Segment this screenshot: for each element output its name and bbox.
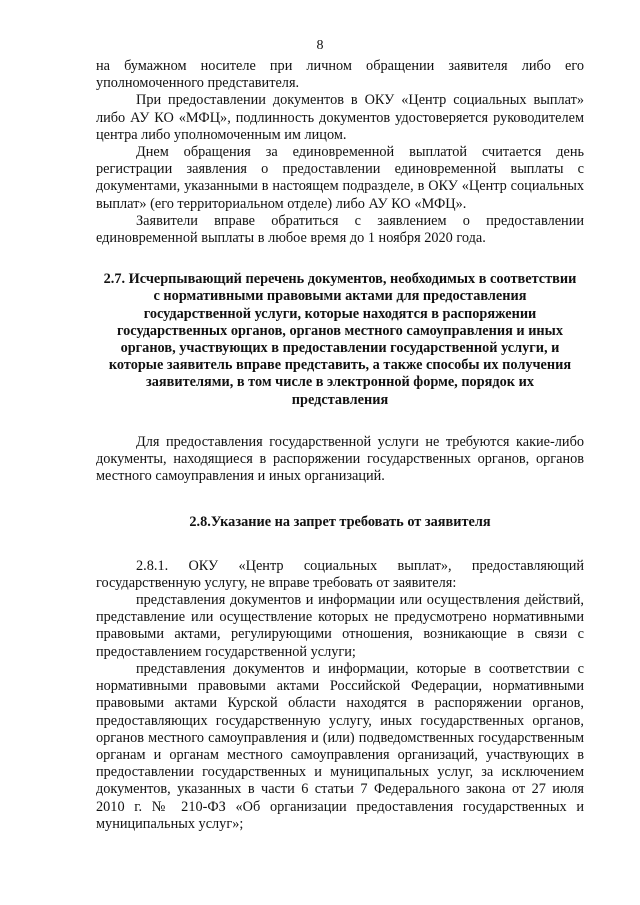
paragraph: представления документов и информации или осуществления действий, представление или осуществление которых не предусмотрено нормативными правовыми актами, регулирующими отношения, возникающие в связи с предоставлением государственной услуги;: [96, 592, 584, 660]
paragraph: Заявители вправе обратиться с заявлением о предоставлении единовременной выплаты в любое время до 1 ноября 2020 года.: [96, 212, 584, 247]
paragraph: Для предоставления государственной услуги не требуются какие-либо документы, находящиеся в распоряжении государственных органов, органов местного самоуправления и иных организаций.: [96, 433, 584, 485]
section-heading-2-7: 2.7. Исчерпывающий перечень документов, необходимых в соответствии с нормативными правовыми актами для предоставления государственной услуги, которые находятся в распоряжении государственных органов, органов местного самоуправления и иных органов, участвующих в предоставлении государственной услуги, и которые заявитель вправе представить, а также способы их получения заявителями, в том числе в электронной форме, порядок их представления: [103, 271, 577, 408]
paragraph: Днем обращения за единовременной выплатой считается день регистрации заявления о предоставлении единовременной выплаты с документами, указанными в настоящем подразделе, в ОКУ «Центр социальных выплат» (его территориальном отделе) либо АУ КО «МФЦ».: [96, 144, 584, 212]
page-content: [96, 58, 584, 833]
paragraph: на бумажном носителе при личном обращении заявителя либо его уполномоченного представителя.: [96, 58, 584, 92]
paragraph: представления документов и информации, которые в соответствии с нормативными правовыми актами Российской Федерации, нормативными правовыми актами Курской области находятся в распоряжении органов, предоставляющих государственную услугу, иных государственных органов, органов местного самоуправления и (или) подведомственных государственным органам и органам местного самоуправления организаций, участвующих в предоставлении государственных и муниципальных услуг, за исключением документов, указанных в части 6 статьи 7 Федерального закона от 27 июля 2010 г. № 210-ФЗ «Об организации предоставления государственных и муниципальных услуг»;: [96, 660, 584, 832]
paragraph: При предоставлении документов в ОКУ «Центр социальных выплат» либо АУ КО «МФЦ», подлинность документов удостоверяется руководителем центра либо уполномоченным им лицом.: [96, 92, 584, 143]
page-number: 8: [316, 38, 324, 53]
paragraph: 2.8.1. ОКУ «Центр социальных выплат», предоставляющий государственную услугу, не вправе требовать от заявителя:: [96, 557, 584, 591]
section-heading-2-8: 2.8.Указание на запрет требовать от заявителя: [189, 514, 491, 531]
